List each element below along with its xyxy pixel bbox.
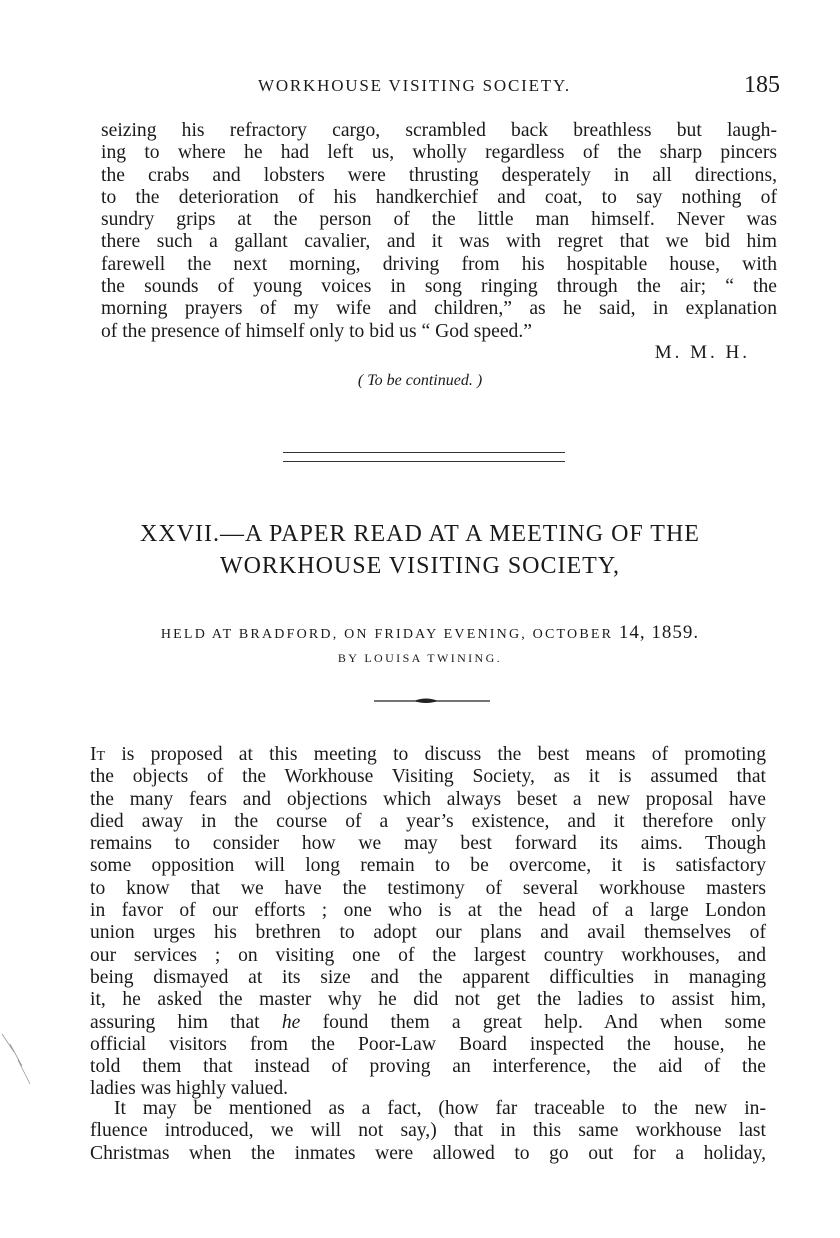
meeting-details: [90, 622, 770, 644]
text-line: ladies was highly valued.: [90, 1078, 289, 1100]
emphasis: he: [281, 1011, 301, 1033]
text-line: being dismayed at its size and the apparent difficulties in managing: [90, 966, 766, 988]
drop-lead: It: [90, 744, 106, 765]
section-divider: [283, 452, 565, 462]
ornament-divider: [374, 696, 490, 706]
author-initials: M. M. H.: [654, 342, 750, 363]
text-line: It may be mentioned as a fact, (how far traceable to the new in-: [114, 1098, 766, 1119]
text-line: union urges his brethren to adopt our plans and avail themselves of: [90, 922, 766, 944]
text-line: the sounds of young voices in song ringing through the air; “ the: [101, 276, 777, 298]
text-line: fluence introduced, we will not say,) that in this same workhouse last: [90, 1120, 766, 1142]
text-line: to know that we have the testimony of several workhouse masters: [90, 877, 766, 899]
text-line: it, he asked the master why he did not get the ladies to assist him,: [90, 989, 766, 1011]
meeting-place: HELD AT BRADFORD, ON FRIDAY EVENING, OCTOBER: [160, 627, 614, 642]
article-title-line-1: XXVII.—A PAPER READ AT A MEETING OF THE: [140, 521, 700, 547]
text-line: some opposition will long remain to be overcome, it is satisfactory: [90, 855, 766, 877]
running-title: WORKHOUSE VISITING SOCIETY.: [258, 76, 571, 95]
text-fragment: found them a great help. And when some: [322, 1011, 767, 1033]
text-line: farewell the next morning, driving from his hospitable house, with: [101, 253, 777, 275]
continuation-paragraph: [101, 120, 777, 343]
text-line: the objects of the Workhouse Visiting Society, as it is assumed that: [90, 766, 766, 788]
text-line: official visitors from the Poor-Law Board inspected the house, he: [90, 1033, 766, 1055]
running-header: [90, 72, 790, 106]
text-line: there such a gallant cavalier, and it was with regret that we bid him: [101, 231, 777, 253]
text-fragment: assuring him that: [90, 1011, 260, 1033]
text-line: to the deterioration of his handkerchief and coat, to say nothing of: [101, 186, 777, 208]
to-be-continued-note: ( To be continued. ): [357, 372, 483, 389]
text-line: [90, 1012, 766, 1034]
page-number: 185: [744, 72, 780, 98]
text-line: Christmas when the inmates were allowed to go out for a holiday,: [90, 1142, 766, 1164]
byline: BY LOUISA TWINING.: [337, 651, 503, 665]
text-fragment: is proposed at this meeting to discuss the best means of promoting: [105, 744, 766, 765]
text-line: our services ; on visiting one of the largest country workhouses, and: [90, 944, 766, 966]
text-line: told them that instead of proving an interference, the aid of the: [90, 1056, 766, 1078]
text-line: of the presence of himself only to bid us “ God speed.”: [101, 320, 532, 342]
text-line: seizing his refractory cargo, scrambled back breathless but laugh-: [101, 120, 777, 141]
text-line: the crabs and lobsters were thrusting desperately in all directions,: [101, 164, 777, 186]
text-line: remains to consider how we may best forward its aims. Though: [90, 833, 766, 855]
meeting-date: 14, 1859.: [618, 622, 700, 643]
article-paragraph-1: [90, 744, 766, 1101]
article-title: [0, 518, 840, 582]
article-title-line-2: WORKHOUSE VISITING SOCIETY,: [219, 553, 621, 579]
text-line: sundry grips at the person of the little man himself. Never was: [101, 209, 777, 231]
margin-pencil-marks: [0, 1030, 40, 1090]
text-line: [90, 744, 766, 766]
article-paragraph-2: [90, 1098, 766, 1165]
text-line: the many fears and objections which always beset a new proposal have: [90, 788, 766, 810]
text-line: died away in the course of a year’s existence, and it therefore only: [90, 810, 766, 832]
text-line: in favor of our efforts ; one who is at the head of a large London: [90, 900, 766, 922]
text-line: morning prayers of my wife and children,” as he said, in explanation: [101, 298, 777, 320]
text-line: ing to where he had left us, wholly regardless of the sharp pincers: [101, 142, 777, 164]
